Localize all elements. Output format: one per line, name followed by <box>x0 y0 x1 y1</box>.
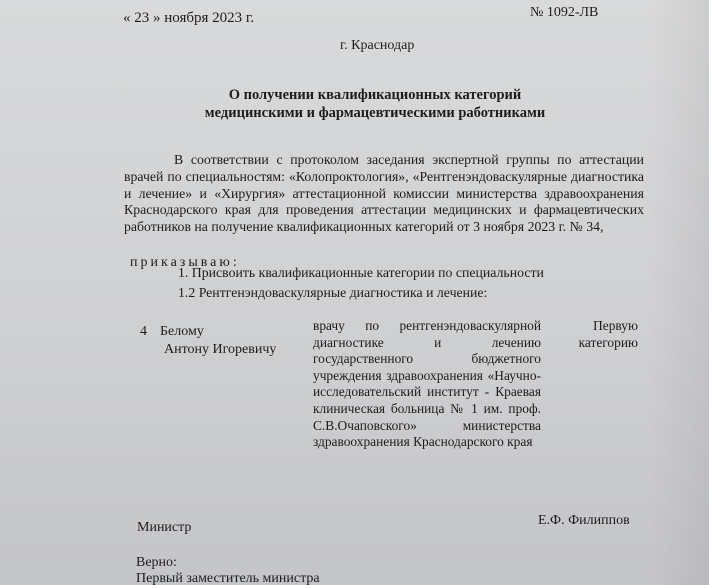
order-number: № 1092-ЛВ <box>530 5 599 20</box>
order-item-1: 1. Присвоить квалификационные категории по специальности <box>178 265 544 280</box>
entry-surname: Белому <box>160 324 204 339</box>
entry-position: врачу по рентгенэндоваскулярной диагностике и лечению государственного бюджетного учреждения здравоохранения «Научно-исследовательский институт - Краевая клиническая больница № 1 им. проф. С.В.Очаповского» министерства здравоохранения Краснодарского края <box>313 318 541 450</box>
minister-label: Министр <box>137 520 192 535</box>
verno-label: Верно: <box>136 555 177 570</box>
title-line-1: О получении квалификационных категорий <box>228 87 522 103</box>
entry-category: Первую категорию <box>578 318 638 350</box>
preamble-paragraph: В соответствии с протоколом заседания экспертной группы по аттестации врачей по специальностям: «Колопроктология», «Рентгенэндоваскулярные диагностика и лечение» и «Хирургия» аттестационной комиссии министерства здравоохранения Краснодарского края для проведения аттестации медицинских и фармацевтических работников на получение квалификационных категорий от 3 ноября 2023 г. № 34, <box>124 152 644 235</box>
minister-name: Е.Ф. Филиппов <box>538 513 630 528</box>
entry-given-names: Антону Игоревичу <box>164 342 277 357</box>
city: г. Краснодар <box>340 38 415 53</box>
preamble <box>124 152 644 236</box>
deputy-label: Первый заместитель министра <box>136 571 320 585</box>
entry-number: 4 <box>140 324 147 339</box>
document-title <box>180 86 570 122</box>
title-line-2: медицинскими и фармацевтическими работниками <box>204 105 546 121</box>
order-item-1-2: 1.2 Рентгенэндоваскулярные диагностика и лечение: <box>178 285 488 300</box>
order-word: приказываю: <box>130 255 240 270</box>
order-date: « 23 » ноября 2023 г. <box>123 10 255 26</box>
